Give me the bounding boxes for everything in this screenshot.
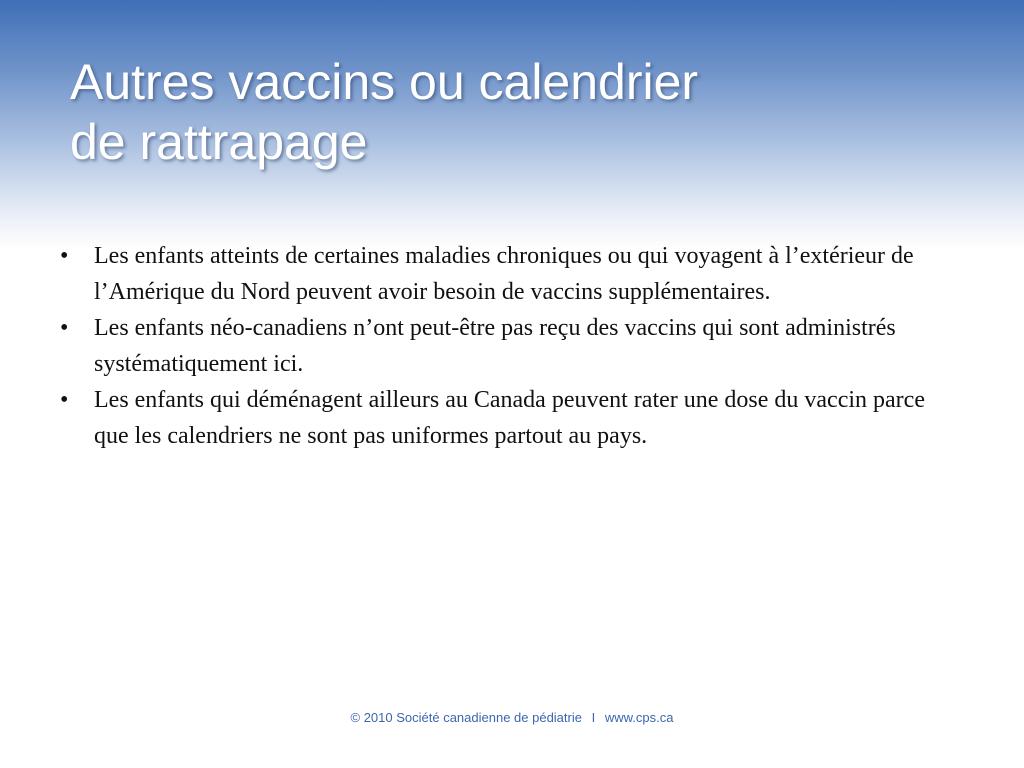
bullet-icon: •	[60, 243, 69, 269]
bullet-item	[60, 238, 960, 310]
bullet-text: Les enfants qui déménagent ailleurs au Canada peuvent rater une dose du vaccin parce que les calendriers ne sont pas uniformes partout au pays.	[94, 387, 925, 449]
bullet-item	[60, 382, 960, 454]
bullet-list	[60, 238, 960, 454]
bullet-icon: •	[60, 315, 69, 341]
bullet-text: Les enfants néo-canadiens n’ont peut-être pas reçu des vaccins qui sont administrés systématiquement ici.	[94, 315, 896, 377]
footer	[0, 710, 1024, 725]
bullet-text: Les enfants atteints de certaines maladies chroniques ou qui voyagent à l’extérieur de l’Amérique du Nord peuvent avoir besoin de vaccins supplémentaires.	[94, 243, 914, 305]
footer-separator: I	[591, 710, 596, 725]
footer-url-link[interactable]: www.cps.ca	[604, 710, 674, 725]
slide-title-line-2: de rattrapage	[70, 114, 368, 170]
footer-copyright: © 2010 Société canadienne de pédiatrie	[350, 710, 582, 725]
slide-title-line-1: Autres vaccins ou calendrier	[70, 54, 699, 110]
bullet-item	[60, 310, 960, 382]
bullet-icon: •	[60, 387, 69, 413]
slide-title	[70, 52, 950, 172]
